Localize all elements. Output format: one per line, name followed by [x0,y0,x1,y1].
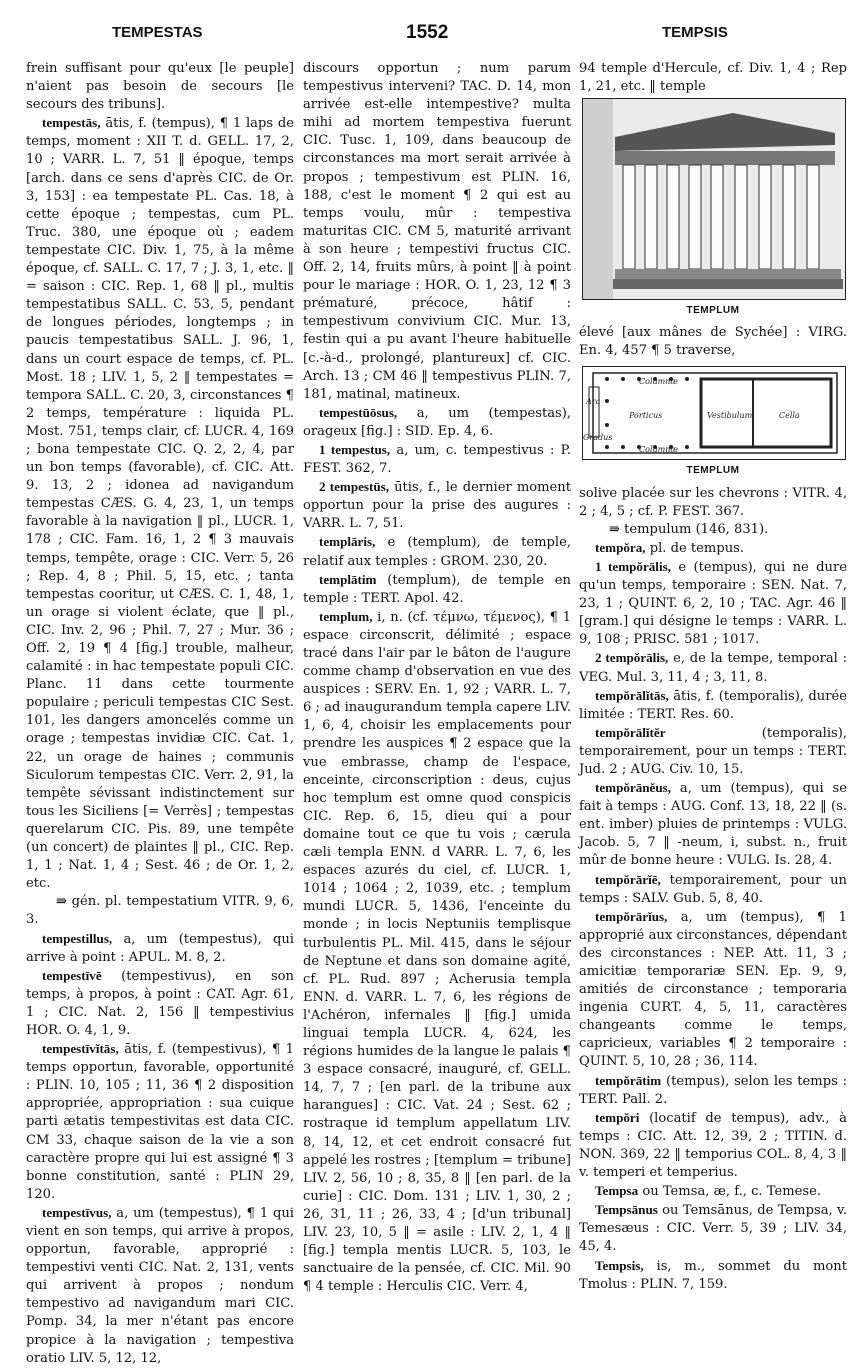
temple-facade-drawing [583,99,845,299]
plan-label-columnae-top: Columnæ [639,377,678,387]
dictionary-entry [303,404,571,441]
dictionary-entry [579,1109,847,1182]
temple-illustration [582,98,846,300]
dictionary-entry [26,930,294,967]
figure-caption-2: TEMPLUM [686,465,740,477]
entry-headword: Tempsis, [595,1257,644,1273]
dictionary-entry [579,1182,847,1201]
page-header [0,20,854,48]
entry-body: i, n. (cf. τέμνω, τέμενος), ¶ 1 espace circonscrit, délimité ; espace tracé dans l'air par le bâton de l'augure comme champ d'observation en vue des auspices : SERV. En. 1, 92 ; VARR. L. 7, 6 ; ad inaugurandum templa capere LIV. 1, 6, 4, choisir les emplacements pour prendre les auspices ¶ 2 espace que la vue embrasse, champ de l'espace, enceinte, circonscription : deus, cujus hoc templum est omne quod conspicis CIC. Rep. 6, 15, dieu qui a pour domaine tout ce que tu vois ; cærula cæli templa ENN. d VARR. L. 7, 6, les espaces azurés du ciel, cf. LUCR. 1, 1014 ; 1064 ; 2, 1039, etc. ; templum mundi LUCR. 5, 1436, l'enceinte du monde ; in locis Neptuniis templisque turbulentis PL. Mil. 415, dans le séjour de Neptune et dans son domaine agité, cf. PL. Rud. 897 ; Acherusia templa ENN. d. VARR. L. 7, 6, les régions de l'Achéron, infernales ‖ [fig.] umida linguai templa LUCR. 4, 624, les régions humides de la langue le palais ¶ 3 espace consacré, inauguré, cf. GELL. 14, 7, 7 ; [en parl. de la tribune aux harangues] : CIC. Vat. 24 ; Sest. 62 ; rostraque id templum appellatum LIV. 8, 14, 12, et cet endroit consacré fut appelé les rostres ; [templum = tribune] LIV. 2, 56, 10 ; 8, 35, 8 ‖ [en parl. de la curie] : CIC. Dom. 131 ; LIV. 1, 30, 2 ; 26, 31, 11 ; 26, 33, 4 ; [d'un tribunal] LIV. 23, 10, 5 ‖ = asile : LIV. 2, 1, 4 ‖ [fig.] templa mentis LUCR. 5, 103, le sanctuaire de la pensée, cf. CIC. Mil. 90 ¶ 4 temple : Herculis CIC. Verr. 4, [303,609,571,1295]
entry-body: pl. de tempus. [649,540,745,556]
entry-body: ūtis, f., le dernier moment opportun pour la prise des augures : VARR. L. 7, 51. [303,480,571,532]
entry-headword: tempestūōsus, [319,404,398,420]
entry-headword: tempŏra, [595,539,646,555]
column-2 [303,60,571,1296]
dictionary-entry [579,724,847,779]
entry-body: a, um (tempestas), orageux [fig.] : SID. Ep. 4, 6. [303,405,571,439]
dictionary-entry [579,558,847,649]
entry-headword: Tempsānus [595,1202,658,1218]
column-3-top [579,60,847,96]
column-3 [579,60,847,1294]
header-right-word: TEMPSIS [662,24,728,41]
column-3-middle [579,324,847,360]
entry-body: (tempus), selon les temps : TERT. Pall. 2. [579,1073,847,1107]
entry-headword: tempestīvus, [42,1204,112,1220]
header-left-word: TEMPESTAS [112,24,203,41]
dictionary-entry [303,533,571,570]
entry-text [579,60,847,96]
entry-body: (tempestivus), en son temps, à propos, à point : CAT. Agr. 61, 1 ; CIC. Nat. 2, 156 ‖ tempestivius HOR. O. 4, 1, 9. [26,968,294,1038]
entry-headword: tempŏrālĭtĕr [595,724,666,740]
entry-text [303,60,571,404]
dictionary-entry [26,1040,294,1204]
entry-headword: 1 tempŏrālis, [595,558,671,574]
page-number: 1552 [406,22,449,43]
dictionary-entry [26,967,294,1040]
entry-headword: 2 tempŏrālis, [595,650,669,666]
entry-headword: 2 tempestūs, [319,479,390,495]
entry-body: e (tempus), qui ne dure qu'un temps, temporaire : SEN. Nat. 7, 23, 1 ; QUINT. 6, 2, 10 ; TAC. Agr. 46 ‖ [gram.] qui désigne le temps : VARR. L. 9, 108 ; PRISC. 581 ; 1017. [579,559,847,648]
figure-caption-1: TEMPLUM [686,305,740,317]
entry-headword: templātim [319,571,377,587]
entry-text [579,324,847,360]
entry-headword: templum, [319,608,373,624]
plan-label-porticus: Porticus [629,411,663,421]
entry-body: ⇛ tempulum (146, 831). [609,521,769,537]
entry-headword: Tempsa [595,1183,639,1199]
entry-body: ātis, f. (temporalis), durée limitée : TERT. Res. 60. [579,688,847,722]
dictionary-entry [579,539,847,558]
entry-body: a, um (tempus), qui se fait à temps : AUG. Conf. 13, 18, 22 ‖ (s. ent. imber) pluies de printemps : VULG. Jacob. 5, 7 ‖ -neum, i, subst. n., fruit mûr de bonne heure : VULG. Is. 28, 4. [579,781,847,869]
entry-body: frein suffisant pour qu'eux [le peuple] n'aient pas besoin de secours [le secours des tribuns]. [26,61,294,113]
entry-headword: tempestīvē [42,967,102,983]
entry-headword: 1 tempestus, [319,441,391,457]
plan-label-columnae-bottom: Columnæ [639,445,678,455]
entry-body: (locatif de tempus), adv., à temps : CIC. Att. 12, 39, 2 ; TITIN. d. NON. 369, 22 ‖ temporius COL. 8, 4, 3 ‖ v. temperi et temperius. [579,1110,847,1181]
entry-headword: tempŏrānĕus, [595,780,672,796]
dictionary-entry [579,1257,847,1294]
entry-body: ātis, f. (tempestivus), ¶ 1 temps opportun, favorable, opportunité : PLIN. 10, 105 ; 11, 36 ¶ 2 disposition appropriée, appropriation : sua cuique parti ætatis tempestivitas est data CIC. CM 33, chaque saison de la vie a son caractère propre qui lui est assigné ¶ 3 bonne constitution, santé : PLIN 29, 120. [26,1042,294,1202]
entry-body: ou Temsa, æ, f., c. Temese. [642,1184,821,1200]
dictionary-entry [579,1201,847,1256]
entry-body: élevé [aux mânes de Sychée] : VIRG. En. 4, 457 ¶ 5 traverse, [579,325,847,359]
entry-headword: tempestīvĭtās, [42,1041,119,1057]
dictionary-entry [579,649,847,686]
entry-body: ou Temsānus, de Tempsa, v. Temesæus : CIC. Verr. 5, 39 ; LIV. 34, 45, 4. [579,1203,847,1255]
plan-label-cella: Cella [779,411,800,421]
entry-body: 94 temple d'Hercule, cf. Div. 1, 4 ; Rep 1, 21, etc. ‖ temple [579,61,847,95]
entry-body: ⇛ gén. pl. tempestatium VITR. 9, 6, 3. [26,894,294,928]
entry-headword: tempŏrātim [595,1072,662,1088]
entry-headword: tempŏri [595,1109,640,1125]
dictionary-entry [303,441,571,478]
dictionary-entry [26,114,294,893]
entry-body: a, um (tempus), ¶ 1 approprié aux circonstances, dépendant des circonstances : NEP. Att. 11, 3 ; amicitiæ temporariæ SEN. Ep. 9, 9, amitiés de circonstance ; temporaria ingenia CURT. 4, 5, 11, caractères changeants comme le temps, capricieux, variables ¶ 2 temporaire : QUINT. 5, 10, 28 ; 36, 114. [579,909,847,1070]
entry-text [26,60,294,114]
dictionary-entry [579,871,847,908]
entry-body: e (templum), de temple, relatif aux temples : GROM. 230, 20. [303,535,571,569]
dictionary-entry [26,1204,294,1368]
entry-body: (temporalis), temporairement, pour un temps : TERT. Jud. 2 ; AUG. Civ. 10, 15. [579,725,847,777]
entry-headword: tempŏrārĭus, [595,908,668,924]
entry-body: (templum), de temple en temple : TERT. Apol. 42. [303,572,571,606]
entry-headword: tempŏrārĭē, [595,871,661,887]
entry-headword: tempŏrālĭtās, [595,687,669,703]
plan-label-ara: Ara [586,397,601,407]
temple-columns [623,165,819,269]
entry-body: discours opportun ; num parum tempestivus interveni? TAC. D. 14, mon arrivée est-elle intempestive? multa mihi ad mortem tempestiva fuerunt CIC. Tusc. 1, 109, dans beaucoup de circonstances ma mort serait arrivée à propos ; tempestivum est PLIN. 16, 188, c'est le moment ¶ 2 qui est au temps voulu, mûr : tempestiva maturitas CIC. CM 5, maturité arrivant à son heure ; tempestivi fructus CIC. Off. 2, 14, fruits mûrs, à point ‖ à point pour le mariage : HOR. O. 1, 23, 12 ¶ 3 prématuré, précoce, hâtif : tempestivum convivium CIC. Mur. 13, festin qui a pu avant l'heure habituelle [c.-à-d., prolongé, plantureux] cf. CIC. Arch. 13 ; CM 46 ‖ tempestivus PLIN. 7, 181, matinal, matineux. [303,61,571,402]
entry-body: temporairement, pour un temps : SALV. Gub. 5, 8, 40. [579,872,847,906]
plan-label-vestibulum: Vestibulum [707,411,753,421]
entry-body: solive placée sur les chevrons : VITR. 4, 2 ; 4, 5 ; cf. P. FEST. 367. [579,485,847,519]
dictionary-entry [303,608,571,1297]
entry-headword: templāris, [319,534,376,550]
column-3-bottom [579,485,847,1294]
entry-body: a, um (tempestus), ¶ 1 qui vient en son temps, qui arrive à propos, opportun, favorable, approprié : tempestivi venti CIC. Nat. 2, 131, vents qui arrivent à propos ; nondum tempestivo ad navigandum mari CIC. Pomp. 34, la mer n'étant pas encore propice à la navigation ; tempestiva oratio LIV. 5, 12, 12, [26,1205,294,1366]
entry-text [579,485,847,521]
dictionary-entry [579,1072,847,1109]
dictionary-entry [579,779,847,870]
entry-text [26,893,294,929]
dictionary-entry [579,687,847,724]
dictionary-entry [303,478,571,533]
entry-body: e, de la tempe, temporal : VEG. Mul. 3, 11, 4 ; 3, 11, 8. [579,651,847,685]
dictionary-entry [579,908,847,1072]
column-1 [26,60,294,1368]
entry-body: a, um (tempestus), qui arrive à point : APUL. M. 8, 2. [26,931,294,965]
entry-headword: tempestās, [42,115,101,131]
entry-body: a, um, c. tempestivus : P. FEST. 362, 7. [303,442,571,477]
entry-text [579,521,847,539]
plan-label-gradus: Gradus [583,433,613,443]
dictionary-entry [303,571,571,608]
entry-headword: tempestillus, [42,930,113,946]
entry-body: ātis, f. (tempus), ¶ 1 laps de temps, moment : XII T. d. GELL. 17, 2, 10 ; VARR. L. 7, 51 ‖ époque, temps [arch. dans ce sens d'après CIC. de Or. 3, 153] : ea tempestate PL. Cas. 18, à cette époque ; tempestas, cum PL. Truc. 380, une époque où ; eadem tempestate CIC. Div. 1, 75, à la même époque, cf. SALL. C. 17, 7 ; J. 3, 1, etc. ‖ = saison : CIC. Rep. 1, 68 ‖ pl., multis tempestatibus SALL. C. 53, 5, pendant de longues périodes, longtemps ; in paucis tempestatibus SALL. J. 96, 1, dans un court espace de temps, cf. PL. Most. 18 ; LIV. 1, 5, 2 ‖ tempestates = tempora SALL. C. 20, 3, circonstances ¶ 2 temps, température : liquida PL. Most. 751, temps clair, cf. LUCR. 4, 169 ; bona tempestate CIC. Q. 2, 2, 4, par un bon temps (favorable), cf. CIC. Att. 9. 13, 2 ; idonea ad navigandum tempestas CÆS. G. 4, 23, 1, un temps favorable à la navigation ‖ pl., LUCR. 1, 178 ; CIC. Fam. 16, 1, 2 ¶ 3 mauvais temps, tempête, orage : CIC. Verr. 5, 26 ; Rep. 4, 8 ; Phil. 5, 15, etc. ; tanta tempestas cooritur, ut CÆS. C. 1, 48, 1, un orage si violent éclate, que ‖ pl., CIC. Inv. 2, 96 ; Phil. 7, 27 ; Mur. 36 ; Off. 2, 19 ¶ 4 [fig.] trouble, malheur, calamité : in hac tempestate populi CIC. Planc. 11 dans cette tourmente populaire ; periculi tempestas CIC Sest. 101, les dangers amoncelés comme un orage ; tempestas invidiæ CIC. Cat. 1, 22, un orage de haines ; communis Siculorum tempestas CIC. Verr. 2, 91, la tempête sévissant indistinctement sur tous les Siciliens [= Verrès] ; tempestas querelarum CIC. Pis. 89, une tempête (un concert) de plaintes ‖ pl., CIC. Rep. 1, 1 ; Nat. 1, 4 ; Sest. 46 ; de Or. 1, 2, etc. [26,116,294,892]
entry-body: is, m., sommet du mont Tmolus : PLIN. 7, 159. [579,1258,847,1292]
temple-plan-diagram [582,366,846,460]
